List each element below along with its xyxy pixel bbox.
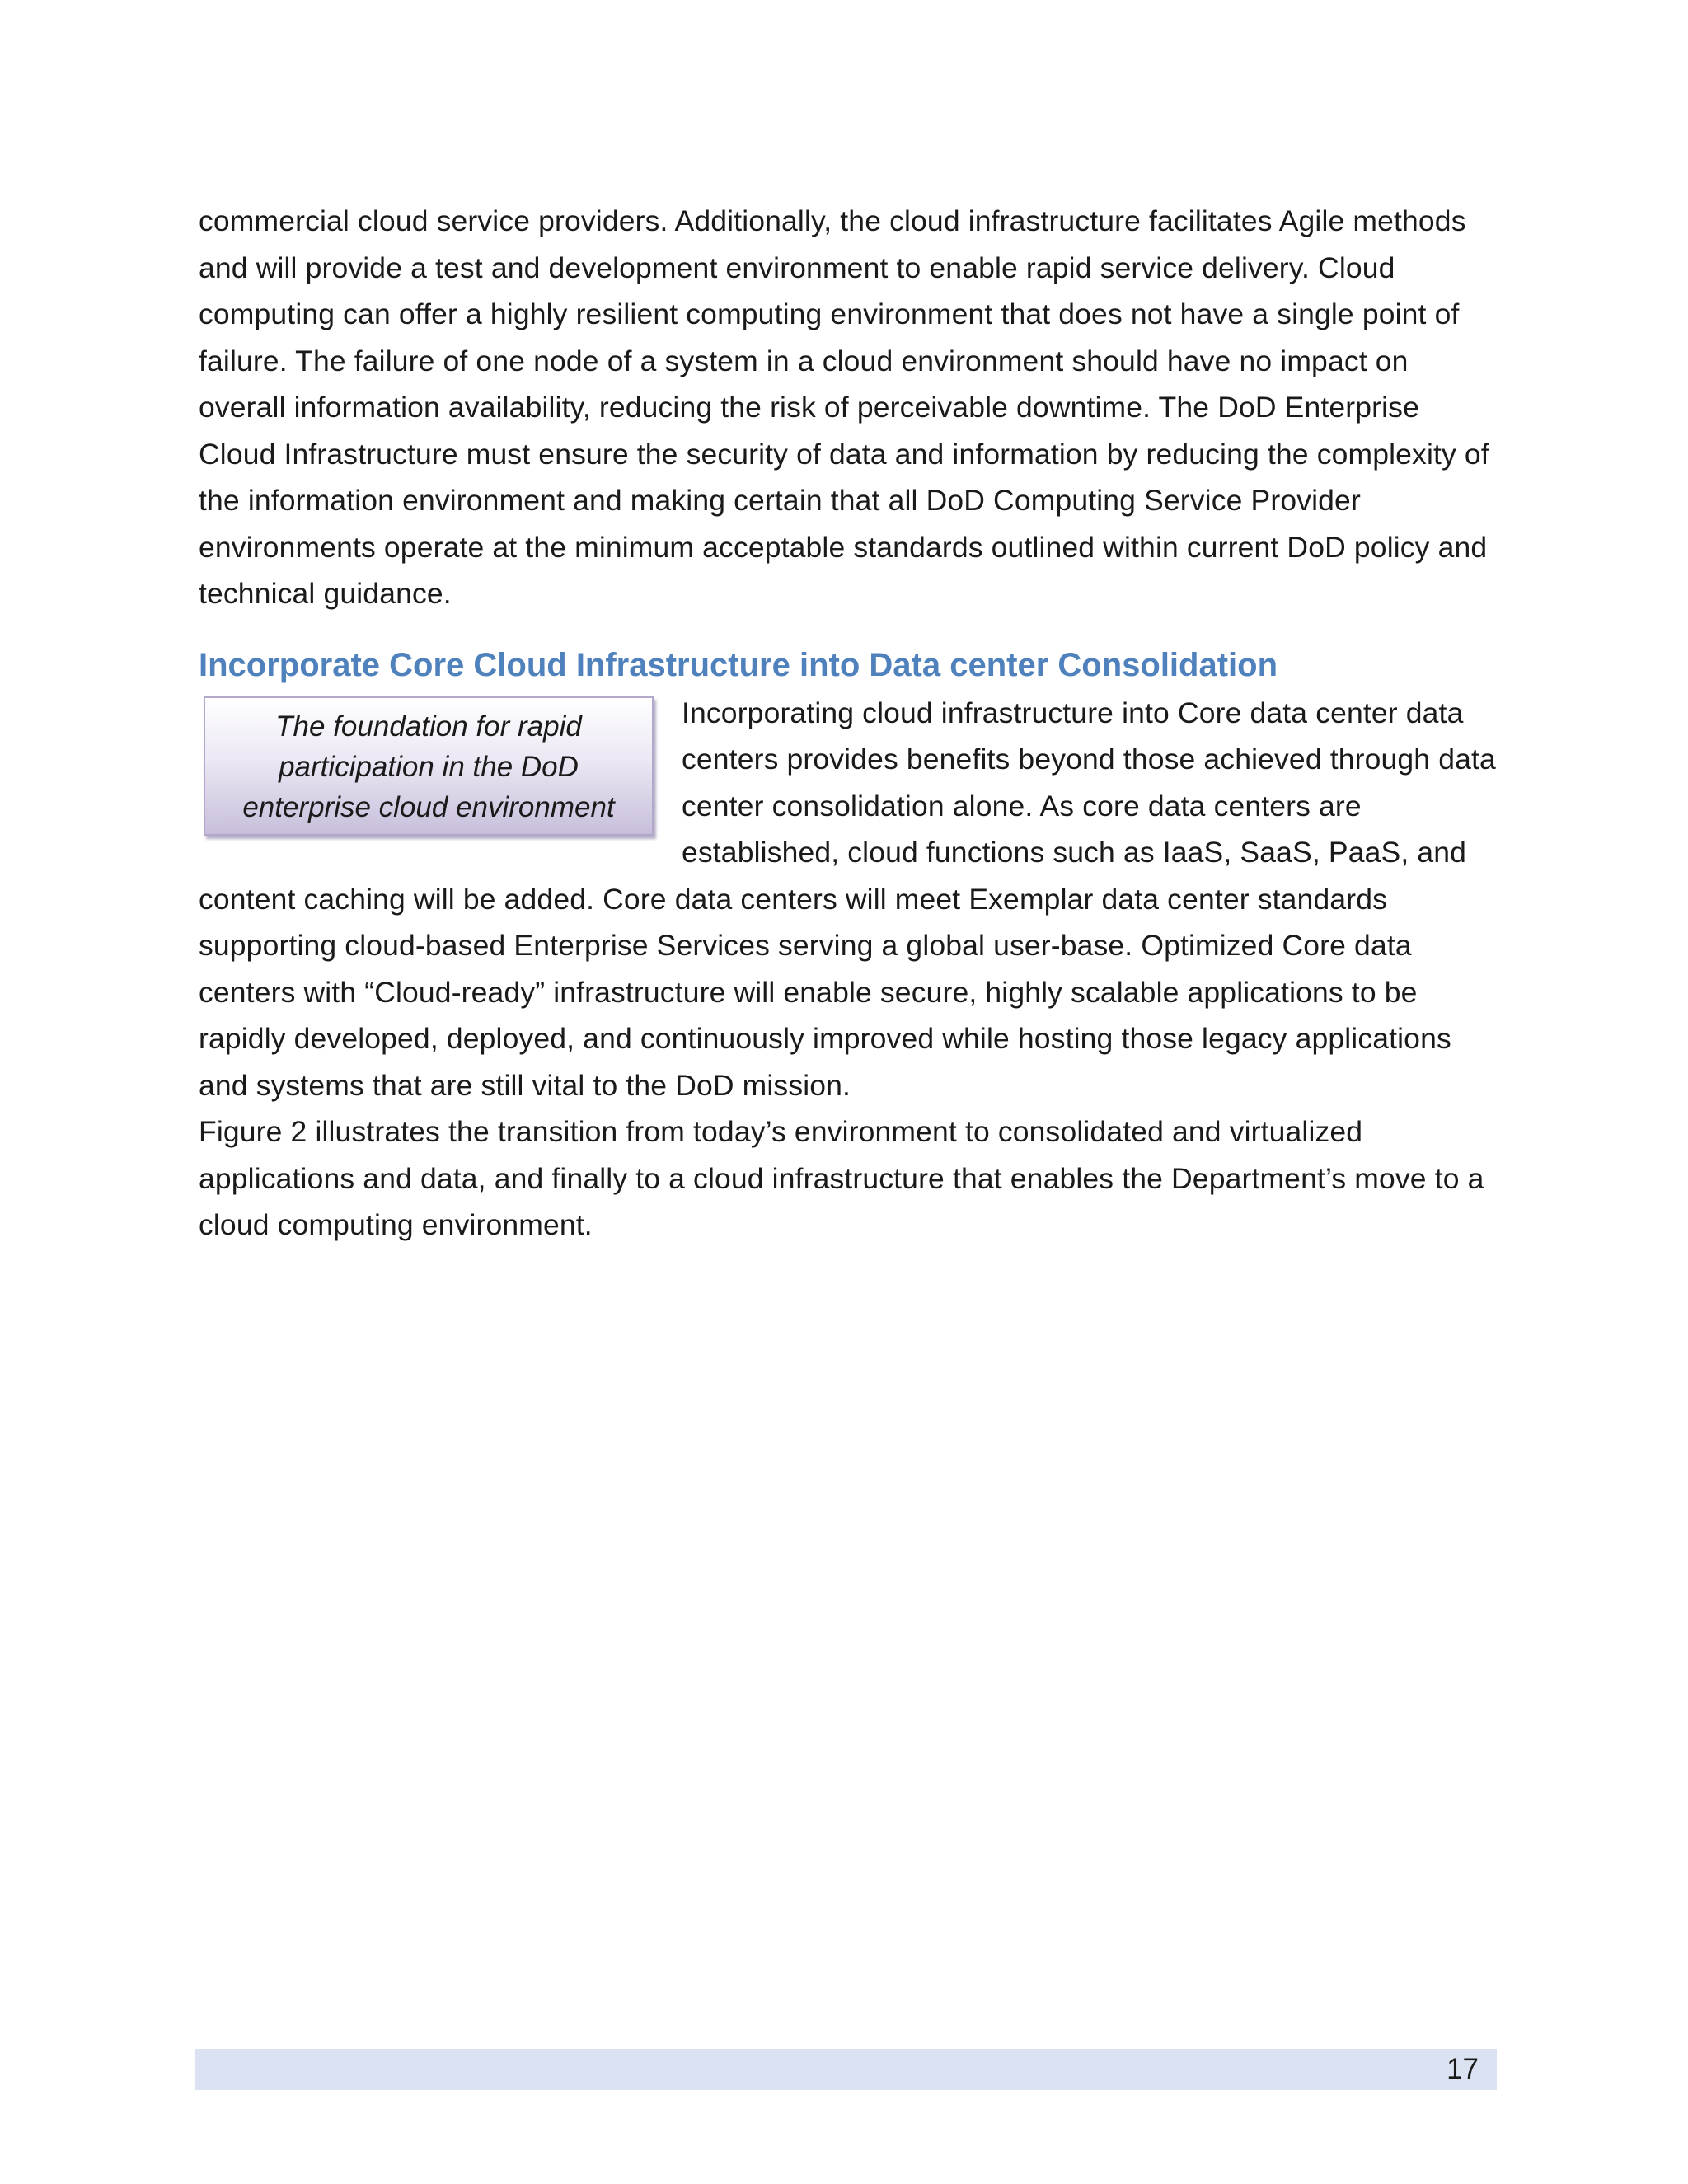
pullquote-box: The foundation for rapid participation in the DoD enterprise cloud environment xyxy=(204,696,654,836)
intro-paragraph: commercial cloud service providers. Additionally, the cloud infrastructure facilitates Agile methods and will provide a test and development environment to enable rapid service delivery. Cloud computing can offer a highly resilient computing environment that does not have a single point of failure. The failure of one node of a system in a cloud environment should have no impact on overall information availability, reducing the risk of perceivable downtime. The DoD Enterprise Cloud Infrastructure must ensure the security of data and information by reducing the complexity of the information environment and making certain that all DoD Computing Service Provider environments operate at the minimum acceptable standards outlined within current DoD policy and technical guidance. xyxy=(199,204,1489,610)
core-paragraph: Incorporating cloud infrastructure into Core data center data centers provides benefits beyond those achieved through data center consolidation alone. As core data centers are established, cloud functions such as IaaS, SaaS, PaaS, and content caching will be added. Core data centers will meet Exemplar data center standards supporting cloud-based Enterprise Services serving a global user-base. Optimized Core data centers with “Cloud-ready” infrastructure will enable secure, highly scalable applications to be rapidly developed, deployed, and continuously improved while hosting those legacy applications and systems that are still vital to the DoD mission. xyxy=(199,696,1496,1102)
page-number: 17 xyxy=(1447,2053,1479,2085)
figure-reference-paragraph: Figure 2 illustrates the transition from today’s environment to consolidated and virtualized applications and data, and finally to a cloud infrastructure that enables the Department’s move to a cloud computing environment. xyxy=(199,1115,1484,1241)
page-content xyxy=(199,198,1497,1249)
section-heading: Incorporate Core Cloud Infrastructure into Data center Consolidation xyxy=(199,646,1278,683)
section-body xyxy=(199,690,1497,1109)
footer-band xyxy=(195,2049,1497,2090)
